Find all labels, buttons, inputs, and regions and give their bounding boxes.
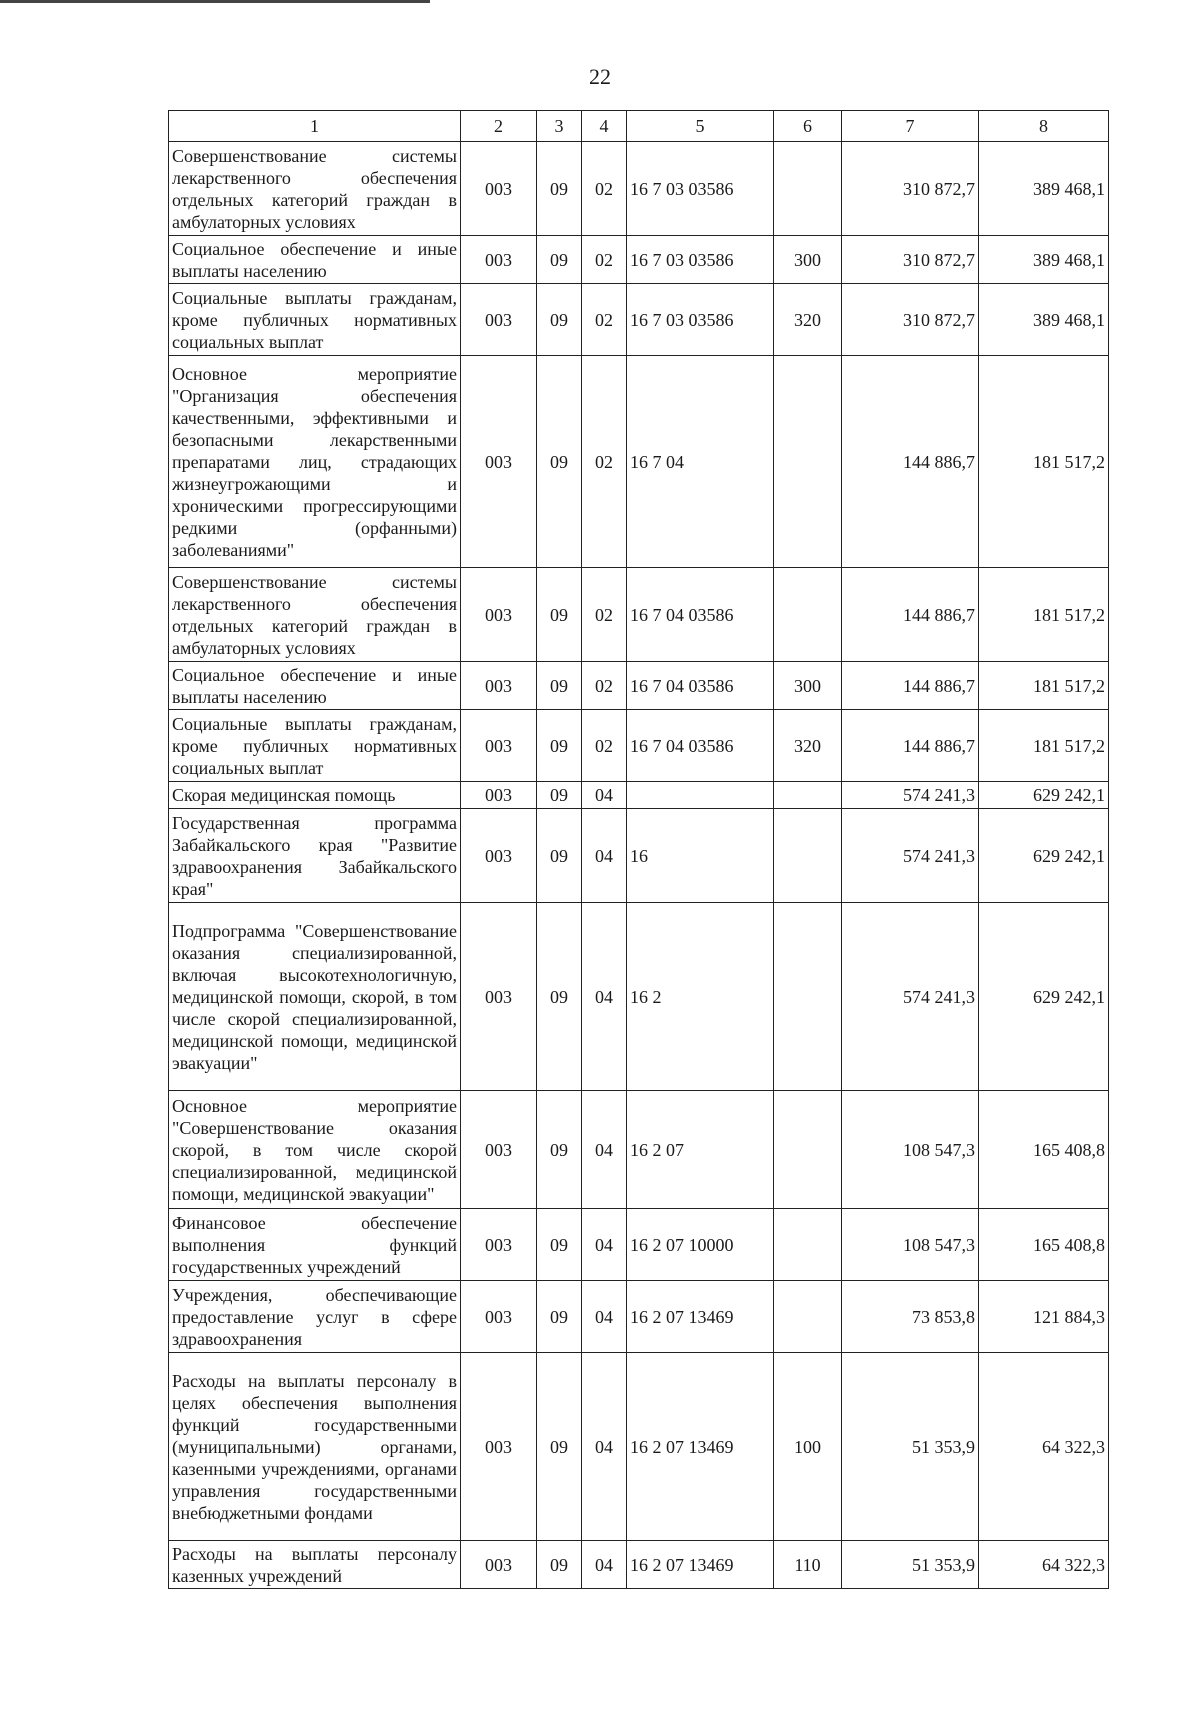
admin-code-cell: 003 [461,356,537,568]
target-article-cell: 16 2 07 13469 [627,1353,774,1541]
amount-col8-cell: 181 517,2 [979,710,1109,782]
target-article-cell: 16 2 07 10000 [627,1209,774,1281]
subsection-cell: 04 [582,1541,627,1589]
expense-type-cell [774,1091,842,1209]
row-name-cell: Социальные выплаты гражданам, кроме публичных нормативных социальных выплат [169,710,461,782]
amount-col8-cell: 181 517,2 [979,356,1109,568]
expense-type-cell [774,809,842,903]
row-name-cell: Финансовое обеспечение выполнения функций государственных учреждений [169,1209,461,1281]
row-name-cell: Расходы на выплаты персоналу казенных учреждений [169,1541,461,1589]
amount-col7-cell: 144 886,7 [842,356,979,568]
section-cell: 09 [537,142,582,236]
expense-type-cell: 320 [774,710,842,782]
amount-col8-cell: 121 884,3 [979,1281,1109,1353]
subsection-cell: 04 [582,1209,627,1281]
amount-col7-cell: 144 886,7 [842,662,979,710]
row-name-cell: Основное мероприятие "Совершенствование оказания скорой, в том числе скорой специализированной, медицинской помощи, медицинской эвакуации" [169,1091,461,1209]
expense-type-cell: 320 [774,284,842,356]
admin-code-cell: 003 [461,782,537,809]
table-row [169,1541,1109,1589]
amount-col8-cell: 165 408,8 [979,1209,1109,1281]
section-cell: 09 [537,568,582,662]
col-header-2: 2 [461,111,537,142]
subsection-cell: 04 [582,809,627,903]
table-row [169,1209,1109,1281]
target-article-cell: 16 7 03 03586 [627,284,774,356]
expense-type-cell: 110 [774,1541,842,1589]
target-article-cell: 16 2 07 13469 [627,1541,774,1589]
row-name-cell: Учреждения, обеспечивающие предоставление услуг в сфере здравоохранения [169,1281,461,1353]
amount-col7-cell: 144 886,7 [842,568,979,662]
table-row [169,236,1109,284]
admin-code-cell: 003 [461,568,537,662]
target-article-cell: 16 2 [627,903,774,1091]
amount-col7-cell: 144 886,7 [842,710,979,782]
amount-col7-cell: 310 872,7 [842,284,979,356]
row-name-cell: Основное мероприятие "Организация обеспечения качественными, эффективными и безопасными лекарственными препаратами лиц, страдающих жизнеугрожающими и хроническими прогрессирующими редкими (орфанными) заболеваниями" [169,356,461,568]
amount-col8-cell: 165 408,8 [979,1091,1109,1209]
subsection-cell: 02 [582,568,627,662]
expense-type-cell: 300 [774,236,842,284]
section-cell: 09 [537,662,582,710]
section-cell: 09 [537,236,582,284]
header-row [169,111,1109,142]
amount-col7-cell: 108 547,3 [842,1209,979,1281]
col-header-1: 1 [169,111,461,142]
amount-col7-cell: 574 241,3 [842,903,979,1091]
row-name-cell: Социальное обеспечение и иные выплаты населению [169,236,461,284]
row-name-cell: Социальные выплаты гражданам, кроме публичных нормативных социальных выплат [169,284,461,356]
row-name-cell: Социальное обеспечение и иные выплаты населению [169,662,461,710]
table-row [169,1281,1109,1353]
section-cell: 09 [537,356,582,568]
table-row [169,1353,1109,1541]
amount-col7-cell: 73 853,8 [842,1281,979,1353]
subsection-cell: 04 [582,903,627,1091]
expense-type-cell: 100 [774,1353,842,1541]
budget-table [168,110,1109,1589]
amount-col7-cell: 108 547,3 [842,1091,979,1209]
amount-col8-cell: 181 517,2 [979,568,1109,662]
admin-code-cell: 003 [461,1541,537,1589]
table-row [169,356,1109,568]
amount-col7-cell: 310 872,7 [842,236,979,284]
section-cell: 09 [537,1091,582,1209]
expense-type-cell: 300 [774,662,842,710]
target-article-cell: 16 7 04 03586 [627,662,774,710]
admin-code-cell: 003 [461,903,537,1091]
expense-type-cell [774,782,842,809]
amount-col8-cell: 629 242,1 [979,809,1109,903]
target-article-cell: 16 7 03 03586 [627,236,774,284]
amount-col7-cell: 51 353,9 [842,1353,979,1541]
row-name-cell: Совершенствование системы лекарственного обеспечения отдельных категорий граждан в амбулаторных условиях [169,142,461,236]
expense-type-cell [774,568,842,662]
table-row [169,809,1109,903]
amount-col8-cell: 64 322,3 [979,1541,1109,1589]
table-row [169,782,1109,809]
target-article-cell: 16 2 07 13469 [627,1281,774,1353]
amount-col7-cell: 574 241,3 [842,809,979,903]
amount-col8-cell: 181 517,2 [979,662,1109,710]
col-header-3: 3 [537,111,582,142]
section-cell: 09 [537,1353,582,1541]
page-number: 22 [589,64,611,89]
subsection-cell: 04 [582,1281,627,1353]
amount-col8-cell: 389 468,1 [979,236,1109,284]
amount-col7-cell: 310 872,7 [842,142,979,236]
expense-type-cell [774,1209,842,1281]
subsection-cell: 04 [582,782,627,809]
subsection-cell: 02 [582,236,627,284]
target-article-cell: 16 7 04 [627,356,774,568]
section-cell: 09 [537,1209,582,1281]
admin-code-cell: 003 [461,710,537,782]
row-name-cell: Государственная программа Забайкальского края "Развитие здравоохранения Забайкальского края" [169,809,461,903]
table-row [169,568,1109,662]
admin-code-cell: 003 [461,142,537,236]
subsection-cell: 02 [582,284,627,356]
expense-type-cell [774,142,842,236]
table-row [169,142,1109,236]
scan-edge-rule [0,0,430,3]
expense-type-cell [774,903,842,1091]
row-name-cell: Подпрограмма "Совершенствование оказания специализированной, включая высокотехнологичную, медицинской помощи, скорой, в том числе скорой специализированной, медицинской помощи, медицинской эвакуации" [169,903,461,1091]
admin-code-cell: 003 [461,662,537,710]
admin-code-cell: 003 [461,1281,537,1353]
section-cell: 09 [537,1541,582,1589]
admin-code-cell: 003 [461,236,537,284]
section-cell: 09 [537,284,582,356]
table-row [169,284,1109,356]
amount-col8-cell: 629 242,1 [979,782,1109,809]
target-article-cell [627,782,774,809]
subsection-cell: 02 [582,356,627,568]
section-cell: 09 [537,809,582,903]
amount-col8-cell: 64 322,3 [979,1353,1109,1541]
subsection-cell: 02 [582,662,627,710]
table-row [169,1091,1109,1209]
subsection-cell: 02 [582,710,627,782]
admin-code-cell: 003 [461,809,537,903]
col-header-5: 5 [627,111,774,142]
admin-code-cell: 003 [461,284,537,356]
amount-col8-cell: 389 468,1 [979,284,1109,356]
amount-col8-cell: 629 242,1 [979,903,1109,1091]
amount-col7-cell: 574 241,3 [842,782,979,809]
section-cell: 09 [537,782,582,809]
section-cell: 09 [537,1281,582,1353]
admin-code-cell: 003 [461,1091,537,1209]
table-row [169,903,1109,1091]
table-row [169,710,1109,782]
target-article-cell: 16 [627,809,774,903]
amount-col7-cell: 51 353,9 [842,1541,979,1589]
target-article-cell: 16 7 04 03586 [627,710,774,782]
row-name-cell: Расходы на выплаты персоналу в целях обеспечения выполнения функций государственными (муниципальными) органами, казенными учреждениями, органами управления государственными внебюджетными фондами [169,1353,461,1541]
target-article-cell: 16 7 03 03586 [627,142,774,236]
section-cell: 09 [537,903,582,1091]
admin-code-cell: 003 [461,1209,537,1281]
col-header-4: 4 [582,111,627,142]
col-header-8: 8 [979,111,1109,142]
expense-type-cell [774,356,842,568]
expense-type-cell [774,1281,842,1353]
row-name-cell: Совершенствование системы лекарственного обеспечения отдельных категорий граждан в амбулаторных условиях [169,568,461,662]
target-article-cell: 16 7 04 03586 [627,568,774,662]
section-cell: 09 [537,710,582,782]
subsection-cell: 04 [582,1091,627,1209]
table-row [169,662,1109,710]
row-name-cell: Скорая медицинская помощь [169,782,461,809]
subsection-cell: 02 [582,142,627,236]
col-header-6: 6 [774,111,842,142]
target-article-cell: 16 2 07 [627,1091,774,1209]
subsection-cell: 04 [582,1353,627,1541]
col-header-7: 7 [842,111,979,142]
amount-col8-cell: 389 468,1 [979,142,1109,236]
admin-code-cell: 003 [461,1353,537,1541]
